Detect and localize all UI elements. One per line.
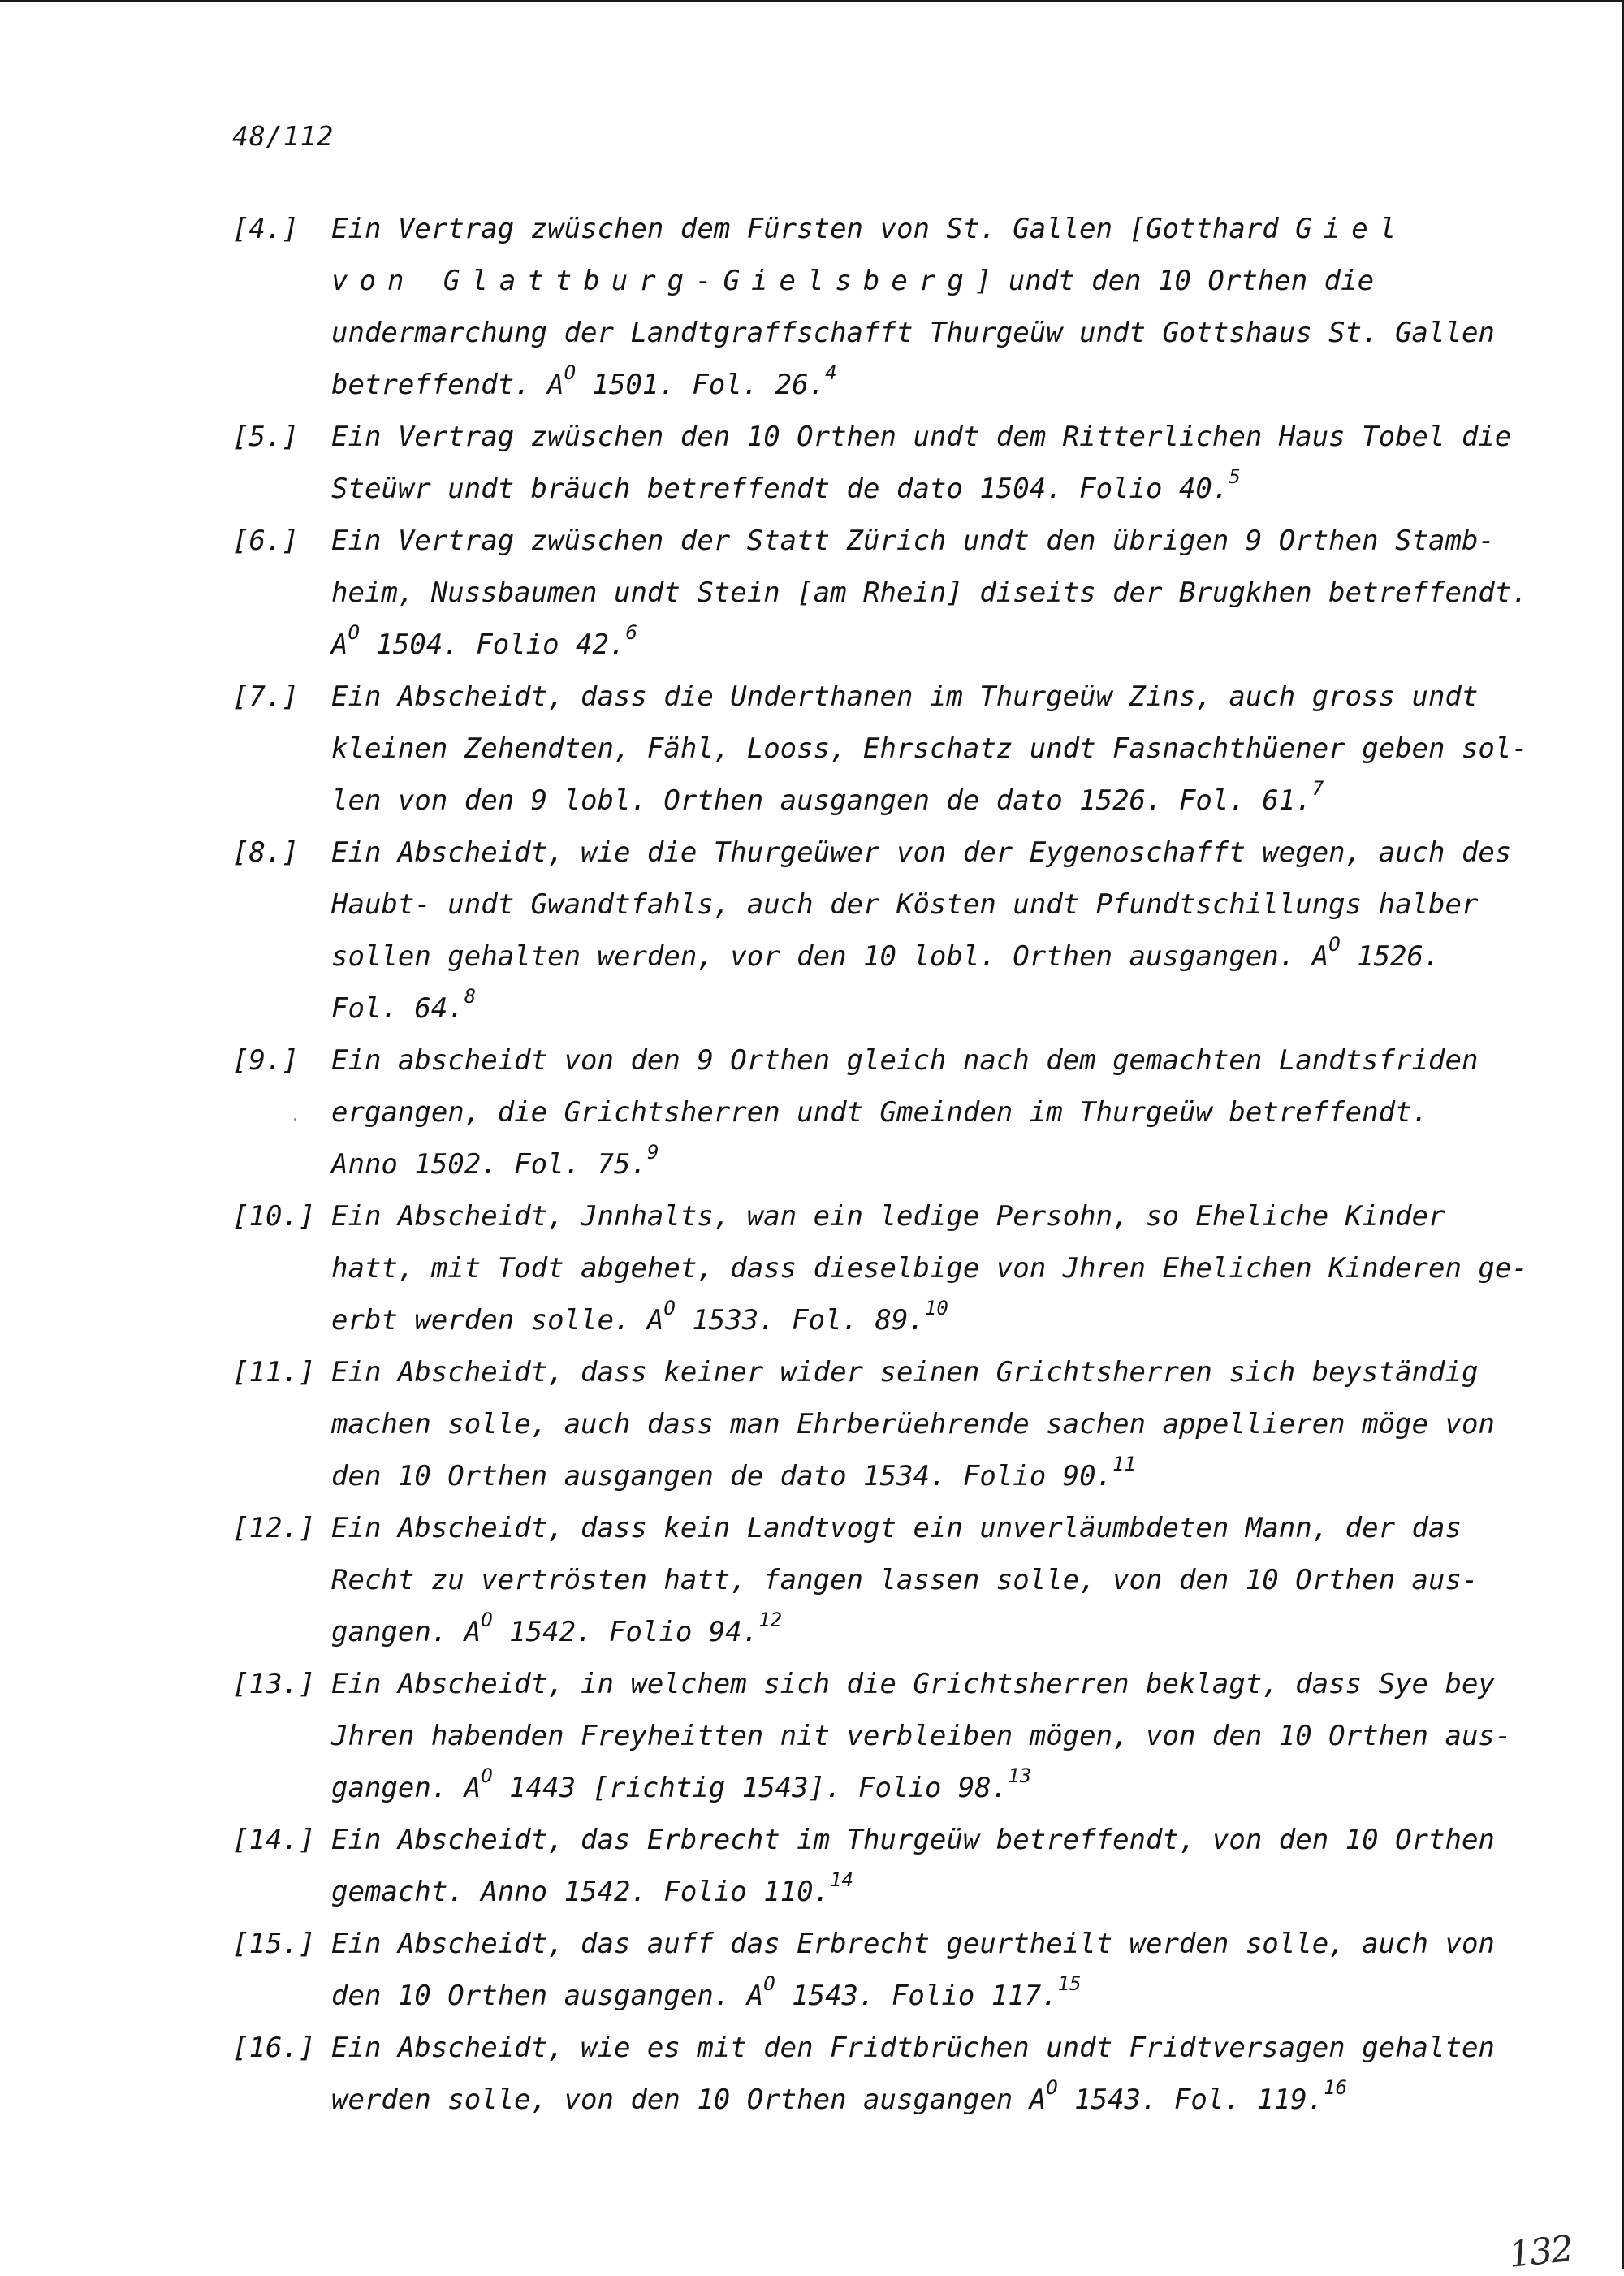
entry-line: Ein Abscheidt, dass die Underthanen im Thurgeüw Zins, auch gross undt [331, 680, 1479, 713]
entry-line: gangen. $A^O$ 1542. Folio 94.12 [331, 1608, 783, 1648]
entry-line: Fol. 64.$^8$ [331, 984, 477, 1025]
anno-superscript: O [481, 1764, 493, 1787]
entry-number: [13.] [232, 1668, 316, 1700]
entry-line: erbt werden solle. $A^O$ 1533. Fol. 89.10 [331, 1296, 948, 1337]
handwritten-folio-number: 132 [1506, 2228, 1574, 2276]
anno-superscript: O [564, 361, 577, 384]
regest-entry [232, 203, 1523, 411]
footnote-marker: 12 [758, 1608, 783, 1631]
footnote-marker: 5 [1229, 464, 1241, 488]
anno-superscript: O [481, 1608, 493, 1631]
regest-entry [232, 671, 1528, 827]
entry-line: Ein Abscheidt, wie es mit den Fridtbrüchen undt Fridtversagen gehalten [331, 2032, 1495, 2064]
entry-text [331, 671, 1528, 827]
entry-text [331, 1190, 1528, 1346]
entry-line: Ein abscheidt von den 9 Orthen gleich nach dem gemachten Landtsfriden [331, 1044, 1479, 1077]
entry-line: sollen gehalten werden, vor den 10 lobl. Orthen ausgangen. $A^O$ 1526. [331, 932, 1440, 973]
entry-number: [7.] [232, 680, 299, 713]
page-reference: 48/112 [232, 120, 335, 152]
entry-line: gangen. $A^O$ 1443 [richtig 1543]. Folio 98.13 [331, 1764, 1032, 1804]
footnote-marker: 10 [924, 1296, 948, 1319]
regest-entry [232, 1190, 1528, 1346]
entry-line: Ein Abscheidt, das auff das Erbrecht geurtheilt werden solle, auch von [331, 1928, 1495, 1960]
footnote-marker: 13 [1008, 1764, 1032, 1787]
footnote-marker: 8 [464, 984, 477, 1008]
entry-line: gemacht. Anno 1542. Folio 110.14 [331, 1868, 853, 1908]
entry-line: $A^O$ 1504. Folio 42.$^6$ [331, 620, 637, 661]
entry-text [331, 1814, 1523, 1918]
entry-line: Ein Vertrag zwüschen den 10 Orthen undt dem Ritterlichen Haus Tobel die [331, 421, 1512, 453]
entry-line: den 10 Orthen ausgangen de dato 1534. Folio 90.11 [331, 1452, 1136, 1492]
regest-entry [232, 1814, 1523, 1918]
entry-line: Jhren habenden Freyheitten nit verbleiben mögen, von den 10 Orthen aus- [331, 1720, 1512, 1752]
anno-superscript: O [348, 620, 360, 644]
entry-line: Ein Abscheidt, dass keiner wider seinen Grichtsherren sich beyständig [331, 1356, 1479, 1388]
entry-number: [8.] [232, 836, 299, 869]
entry-number: [6.] [232, 525, 299, 557]
footnote-marker: 15 [1057, 1972, 1082, 1995]
regest-entry [232, 827, 1523, 1034]
entry-text [331, 411, 1523, 515]
footnote-marker: 7 [1311, 776, 1324, 800]
entry-line: Steüwr undt bräuch betreffendt de dato 1504. Folio 40.$^5$ [331, 464, 1241, 505]
footnote-marker: 6 [625, 620, 637, 644]
entry-number: [16.] [232, 2032, 316, 2064]
footnote-marker: 16 [1324, 2075, 1348, 2099]
entry-number: [9.] [232, 1044, 299, 1077]
entry-line: Ein Abscheidt, Jnnhalts, wan ein ledige Persohn, so Eheliche Kinder [331, 1200, 1445, 1233]
entry-number: [5.] [232, 421, 299, 453]
entry-number: [15.] [232, 1928, 316, 1960]
entry-line: den 10 Orthen ausgangen. $A^O$ 1543. Folio 117.15 [331, 1972, 1082, 2012]
footnote-marker: 11 [1112, 1452, 1136, 1475]
regest-entry [232, 411, 1523, 515]
entry-text [331, 1034, 1523, 1190]
footnote-marker: 9 [646, 1140, 659, 1164]
entry-line: Recht zu vertrösten hatt, fangen lassen solle, von den 10 Orthen aus- [331, 1564, 1479, 1596]
entry-line: Ein Abscheidt, dass kein Landtvogt ein unverläumbdeten Mann, der das [331, 1512, 1462, 1544]
footnote-marker: 4 [825, 361, 837, 384]
regest-entry [232, 1918, 1523, 2022]
anno-superscript: O [1328, 932, 1341, 956]
regest-entry [232, 2022, 1523, 2126]
entry-text [331, 2022, 1523, 2126]
entry-text [331, 1346, 1523, 1502]
entry-number: [4.] [232, 213, 299, 245]
regest-entry [232, 1658, 1523, 1814]
regest-entry [232, 1034, 1523, 1190]
entry-text [331, 1502, 1523, 1658]
anno-superscript: O [763, 1972, 775, 1995]
entry-text [331, 1658, 1523, 1814]
spaced-name: Giel [1295, 213, 1408, 245]
spaced-name: von Glattburg-Gielsberg [331, 265, 975, 297]
entry-line: Ein Abscheidt, das Erbrecht im Thurgeüw betreffendt, von den 10 Orthen [331, 1824, 1495, 1856]
regest-entry [232, 515, 1528, 671]
entry-line: len von den 9 lobl. Orthen ausgangen de dato 1526. Fol. 61.$^7$ [331, 776, 1324, 817]
entry-text [331, 203, 1523, 411]
entry-line: ergangen, die Grichtsherren undt Gmeinden im Thurgeüw betreffendt. [331, 1096, 1429, 1129]
entry-text [331, 827, 1523, 1034]
entry-line: Ein Vertrag zwüschen dem Fürsten von St. Gallen [Gotthard Giel [331, 213, 1408, 245]
entry-line: kleinen Zehendten, Fähl, Looss, Ehrschatz undt Fasnachthüener geben sol- [331, 732, 1528, 765]
entry-line: Ein Vertrag zwüschen der Statt Zürich undt den übrigen 9 Orthen Stamb- [331, 525, 1495, 557]
entry-line: heim, Nussbaumen undt Stein [am Rhein] diseits der Brugkhen betreffendt. [331, 577, 1528, 609]
entry-number: [14.] [232, 1824, 316, 1856]
entry-line: hatt, mit Todt abgehet, dass dieselbige von Jhren Ehelichen Kinderen ge- [331, 1252, 1528, 1285]
anno-superscript: O [663, 1296, 676, 1319]
entry-number: [10.] [232, 1200, 316, 1233]
entry-line: undermarchung der Landtgraffschafft Thurgeüw undt Gottshaus St. Gallen [331, 317, 1495, 349]
anno-superscript: O [1046, 2075, 1058, 2099]
footnote-marker: 14 [830, 1868, 853, 1891]
entry-line: Ein Abscheidt, in welchem sich die Grichtsherren beklagt, dass Sye bey [331, 1668, 1495, 1700]
regest-entry [232, 1502, 1523, 1658]
entry-text [331, 515, 1528, 671]
entry-text [331, 1918, 1523, 2022]
entry-line: betreffendt. $A^O$ 1501. Fol. 26.$^4$ [331, 361, 837, 401]
entry-number: [11.] [232, 1356, 316, 1388]
entry-line: von Glattburg-Gielsberg] undt den 10 Orthen die [331, 265, 1375, 297]
entry-list [232, 203, 1528, 2126]
entry-line: machen solle, auch dass man Ehrberüehrende sachen appellieren möge von [331, 1408, 1495, 1440]
scan-speck [294, 1118, 296, 1121]
entry-line: Haubt- undt Gwandtfahls, auch der Kösten undt Pfundtschillungs halber [331, 888, 1479, 921]
regest-entry [232, 1346, 1523, 1502]
scan-border-top [0, 0, 1624, 2]
entry-line: werden solle, von den 10 Orthen ausgangen $A^O$ 1543. Fol. 119.16 [331, 2075, 1348, 2116]
entry-line: Ein Abscheidt, wie die Thurgeüwer von der Eygenoschafft wegen, auch des [331, 836, 1512, 869]
entry-line: Anno 1502. Fol. 75.$^9$ [331, 1140, 659, 1181]
entry-number: [12.] [232, 1512, 316, 1544]
